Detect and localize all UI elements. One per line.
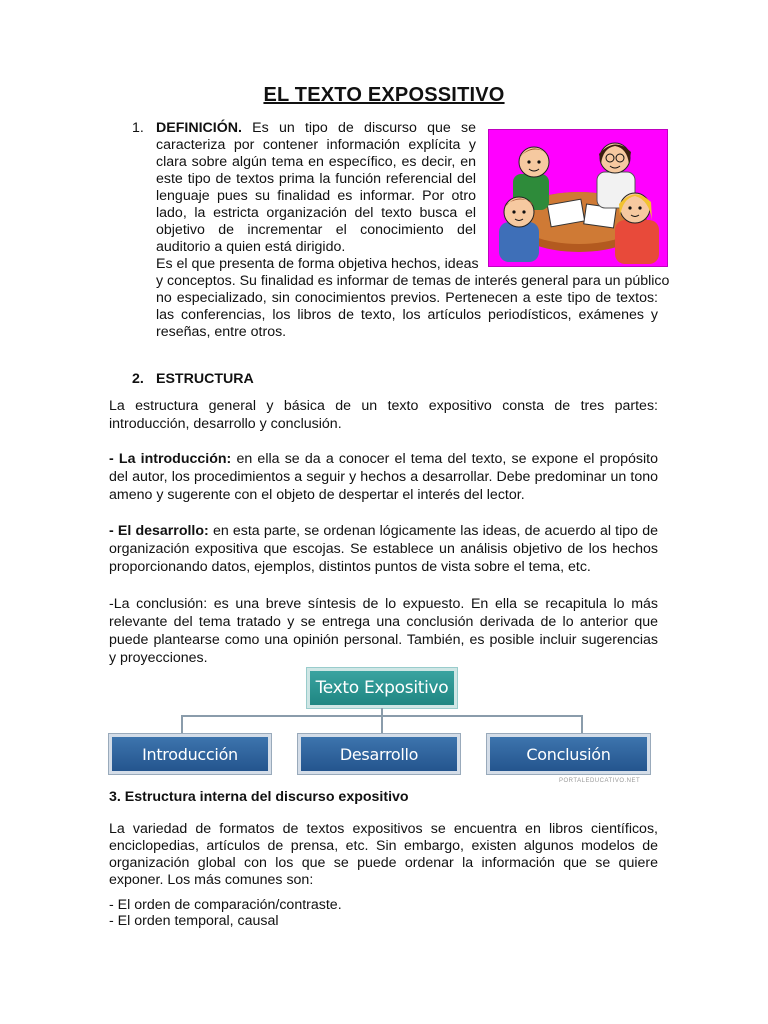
section1-heading: DEFINICIÓN. bbox=[156, 120, 242, 136]
section2-heading: ESTRUCTURA bbox=[156, 371, 254, 387]
children-studying-clipart bbox=[488, 129, 668, 267]
section2-number: 2. bbox=[132, 371, 144, 387]
diagram-connector bbox=[181, 715, 183, 735]
section3-list-item: - El orden de comparación/contraste. bbox=[109, 897, 342, 913]
section1-line: Es un tipo de discurso que se bbox=[252, 120, 476, 136]
introduccion-label: - La introducción: bbox=[109, 451, 232, 467]
diagram-child-desarrollo: Desarrollo bbox=[298, 734, 460, 774]
section1-line: las conferencias, los libros de texto, los artículos periodísticos, exámenes y bbox=[156, 307, 658, 323]
section1-line: clara sobre algún tema en específico, es decir, en bbox=[156, 154, 476, 170]
section1-line: lenguaje pues su finalidad es informar. Por otro bbox=[156, 188, 476, 204]
section2-intro: La estructura general y básica de un texto expositivo consta de tres partes: introducción, desarrollo y conclusión. bbox=[109, 398, 658, 432]
diagram-root-box: Texto Expositivo bbox=[307, 668, 457, 708]
section1-line: auditorio a quien está dirigido. bbox=[156, 239, 346, 255]
section1-first-line bbox=[156, 120, 476, 137]
section1-line: reseñas, entre otros. bbox=[156, 324, 287, 340]
introduccion-text: en ella se da a conocer el tema del texto, se expone el propósito del autor, los procedimientos a seguir y hechos a desarrollar. Debe predominar un tono ameno y sugerente con el objeto de despertar el interés del lector. bbox=[109, 451, 658, 503]
section1-line: este tipo de textos prima la función referencial del bbox=[156, 171, 476, 187]
section1-line: no especializado, sin conocimientos previos. Pertenecen a este tipo de textos: bbox=[156, 290, 658, 306]
diagram-connector bbox=[581, 715, 583, 735]
section1-number: 1. bbox=[132, 120, 144, 136]
section1-line: lado, la estricta organización del texto busca el bbox=[156, 205, 476, 221]
structure-diagram bbox=[108, 668, 660, 788]
section1-line: caracteriza por contener información explícita y bbox=[156, 137, 476, 153]
desarrollo-text: en esta parte, se ordenan lógicamente las ideas, de acuerdo al tipo de organización expositiva que escojas. Se establece un análisis objetivo de los hechos proporcionando datos, ejemplos, distintos puntos de vista sobre el tema, etc. bbox=[109, 523, 658, 575]
diagram-connector bbox=[381, 715, 383, 735]
diagram-child-introduccion: Introducción bbox=[109, 734, 271, 774]
section3-list-item: - El orden temporal, causal bbox=[109, 913, 279, 929]
desarrollo-label: - El desarrollo: bbox=[109, 523, 209, 539]
section3-body: La variedad de formatos de textos expositivos se encuentra en libros científicos, enciclopedias, artículos de prensa, etc. Sin embargo, existen algunos modelos de organización global con los que se puede ordenar la información que se quiere exponer. Los más comunes son: bbox=[109, 821, 658, 888]
conclusion-paragraph: -La conclusión: es una breve síntesis de lo expuesto. En ella se recapitula lo más relevante del tema tratado y se entrega una conclusión derivada de lo anterior que puede plantearse como una opinión personal. También, es posible incluir sugerencias y proyecciones. bbox=[109, 596, 658, 666]
section1-line: objetivo de incrementar el conocimiento del bbox=[156, 222, 476, 238]
section3-heading: 3. Estructura interna del discurso expositivo bbox=[109, 789, 409, 805]
page-title: EL TEXTO EXPOSSITIVO bbox=[263, 84, 505, 106]
diagram-child-conclusion: Conclusión bbox=[487, 734, 650, 774]
section1-line: Es el que presenta de forma objetiva hechos, ideas bbox=[156, 256, 479, 272]
section1-line: y conceptos. Su finalidad es informar de temas de interés general para un público bbox=[156, 273, 670, 289]
desarrollo-paragraph bbox=[109, 522, 658, 576]
introduccion-paragraph bbox=[109, 450, 658, 504]
diagram-watermark: PORTALEDUCATIVO.NET bbox=[559, 778, 641, 784]
